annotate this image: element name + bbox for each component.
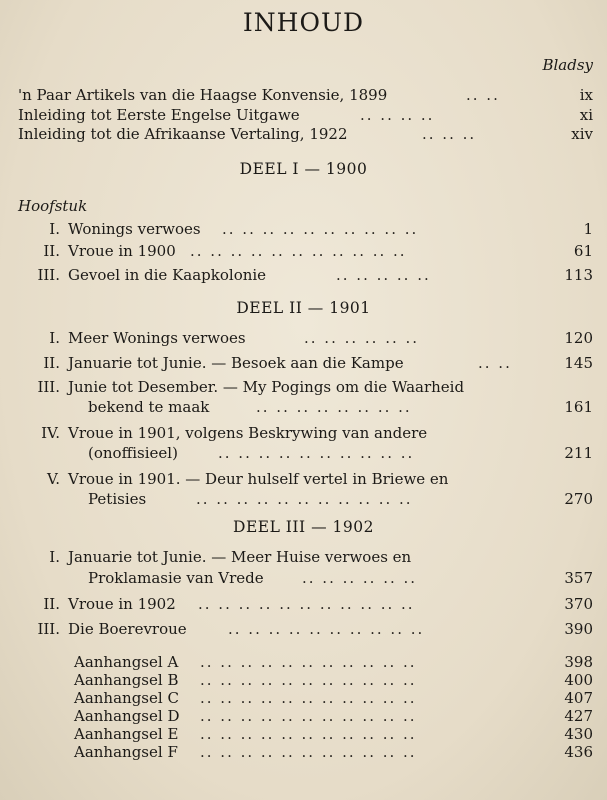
page-title: INHOUD: [242, 8, 365, 37]
entry-text: Vroue in 1901. — Deur hulself vertel in Briewe en: [68, 470, 449, 488]
column-label-bladsy: Bladsy: [542, 56, 593, 74]
entry-page: 390: [564, 620, 593, 638]
leader-dots: .. .. .. .. .. .. .. ..: [256, 398, 412, 416]
chapter-number: II.: [43, 595, 60, 613]
leader-dots: .. .. .. .. .. .. .. .. .. .. ..: [200, 671, 417, 689]
leader-dots: .. .. .. .. .. .. .. .. .. .. ..: [190, 242, 407, 260]
entry-page: 436: [564, 743, 593, 761]
toc-entry: [0, 707, 607, 727]
entry-text: Januarie tot Junie. — Meer Huise verwoes en: [68, 548, 412, 566]
leader-dots: .. ..: [466, 86, 500, 104]
toc-entry: [0, 378, 607, 398]
entry-page: 430: [564, 725, 593, 743]
entry-page: 211: [564, 444, 593, 462]
chapter-number: III.: [37, 378, 60, 396]
leader-dots: .. .. .. .. .. .. .. .. .. .. ..: [200, 725, 417, 743]
chapter-number: I.: [49, 329, 60, 347]
leader-dots: .. .. .. .. .. ..: [304, 329, 420, 347]
entry-page: 400: [564, 671, 593, 689]
leader-dots: .. .. .. .. .. .. .. .. .. .. ..: [200, 743, 417, 761]
toc-entry: [0, 242, 607, 262]
toc-entry: [0, 653, 607, 673]
chapter-number: II.: [43, 354, 60, 372]
toc-entry-continuation: [0, 569, 607, 589]
toc-entry: [0, 266, 607, 286]
leader-dots: .. .. .. .. .. .. .. .. .. ..: [228, 620, 425, 638]
toc-entry: [0, 671, 607, 691]
entry-text: Gevoel in die Kaapkolonie: [68, 266, 267, 284]
chapter-number: III.: [37, 266, 60, 284]
part-heading: DEEL III — 1902: [233, 518, 374, 536]
entry-text: Petisies: [88, 490, 147, 508]
entry-text: bekend te maak: [88, 398, 210, 416]
toc-entry: [0, 689, 607, 709]
entry-text: Wonings verwoes: [68, 220, 201, 238]
entry-page: 407: [564, 689, 593, 707]
entry-page: 357: [564, 569, 593, 587]
hoofstuk-label: Hoofstuk: [18, 197, 88, 215]
leader-dots: .. .. .. .. .. ..: [302, 569, 418, 587]
entry-text: Vroue in 1901, volgens Beskrywing van andere: [68, 424, 428, 442]
entry-text: Proklamasie van Vrede: [88, 569, 264, 587]
toc-entry-continuation: [0, 490, 607, 510]
entry-text: Die Boerevroue: [68, 620, 187, 638]
leader-dots: .. .. .. .. .. .. .. .. .. ..: [218, 444, 415, 462]
leader-dots: .. .. ..: [422, 125, 477, 143]
toc-entry: [0, 595, 607, 615]
leader-dots: .. .. .. .. .. .. .. .. .. .. ..: [200, 707, 417, 725]
entry-page: 427: [564, 707, 593, 725]
entry-page: 270: [564, 490, 593, 508]
toc-entry: [0, 620, 607, 640]
entry-page: 161: [564, 398, 593, 416]
leader-dots: .. ..: [478, 354, 512, 372]
entry-text: Aanhangsel A: [74, 653, 179, 671]
toc-entry: [0, 220, 607, 240]
chapter-number: IV.: [41, 424, 60, 442]
toc-entry: [0, 424, 607, 444]
toc-entry: [0, 354, 607, 374]
chapter-number: I.: [49, 548, 60, 566]
entry-page: 398: [564, 653, 593, 671]
part-heading: DEEL II — 1901: [236, 299, 371, 317]
entry-text: Inleiding tot Eerste Engelse Uitgawe: [18, 106, 300, 124]
toc-entry-continuation: [0, 398, 607, 418]
toc-entry: [0, 125, 607, 145]
toc-entry: [0, 725, 607, 745]
entry-text: Aanhangsel C: [74, 689, 179, 707]
toc-entry: [0, 470, 607, 490]
entry-text: Meer Wonings verwoes: [68, 329, 246, 347]
entry-page: 61: [573, 242, 593, 260]
leader-dots: .. .. .. .. .. .. .. .. .. ..: [222, 220, 419, 238]
toc-entry: [0, 86, 607, 106]
entry-text: Vroue in 1902: [68, 595, 176, 613]
entry-page: 370: [564, 595, 593, 613]
leader-dots: .. .. .. .. ..: [336, 266, 431, 284]
chapter-number: II.: [43, 242, 60, 260]
toc-entry-continuation: [0, 444, 607, 464]
toc-entry: [0, 548, 607, 568]
entry-text: Januarie tot Junie. — Besoek aan die Kampe: [68, 354, 404, 372]
chapter-number: V.: [47, 470, 60, 488]
chapter-number: III.: [37, 620, 60, 638]
leader-dots: .. .. .. ..: [360, 106, 435, 124]
toc-entry: [0, 106, 607, 126]
entry-page: xiv: [571, 125, 593, 143]
entry-page: 113: [564, 266, 593, 284]
entry-page: xi: [579, 106, 593, 124]
entry-text: Aanhangsel F: [74, 743, 178, 761]
entry-text: Vroue in 1900: [68, 242, 176, 260]
chapter-number: I.: [49, 220, 60, 238]
leader-dots: .. .. .. .. .. .. .. .. .. .. ..: [196, 490, 413, 508]
leader-dots: .. .. .. .. .. .. .. .. .. .. ..: [200, 653, 417, 671]
entry-page: 120: [564, 329, 593, 347]
entry-text: Aanhangsel D: [74, 707, 180, 725]
part-heading: DEEL I — 1900: [239, 160, 368, 178]
entry-text: Inleiding tot die Afrikaanse Vertaling, 1922: [18, 125, 348, 143]
toc-entry: [0, 743, 607, 763]
entry-page: 145: [564, 354, 593, 372]
entry-text: Junie tot Desember. — My Pogings om die Waarheid: [68, 378, 465, 396]
leader-dots: .. .. .. .. .. .. .. .. .. .. ..: [200, 689, 417, 707]
toc-entry: [0, 329, 607, 349]
entry-text: Aanhangsel E: [74, 725, 179, 743]
entry-page: ix: [579, 86, 593, 104]
entry-text: (onoffisieel): [88, 444, 178, 462]
entry-text: Aanhangsel B: [74, 671, 179, 689]
leader-dots: .. .. .. .. .. .. .. .. .. .. ..: [198, 595, 415, 613]
entry-page: 1: [583, 220, 593, 238]
entry-text: 'n Paar Artikels van die Haagse Konvensie, 1899: [18, 86, 388, 104]
